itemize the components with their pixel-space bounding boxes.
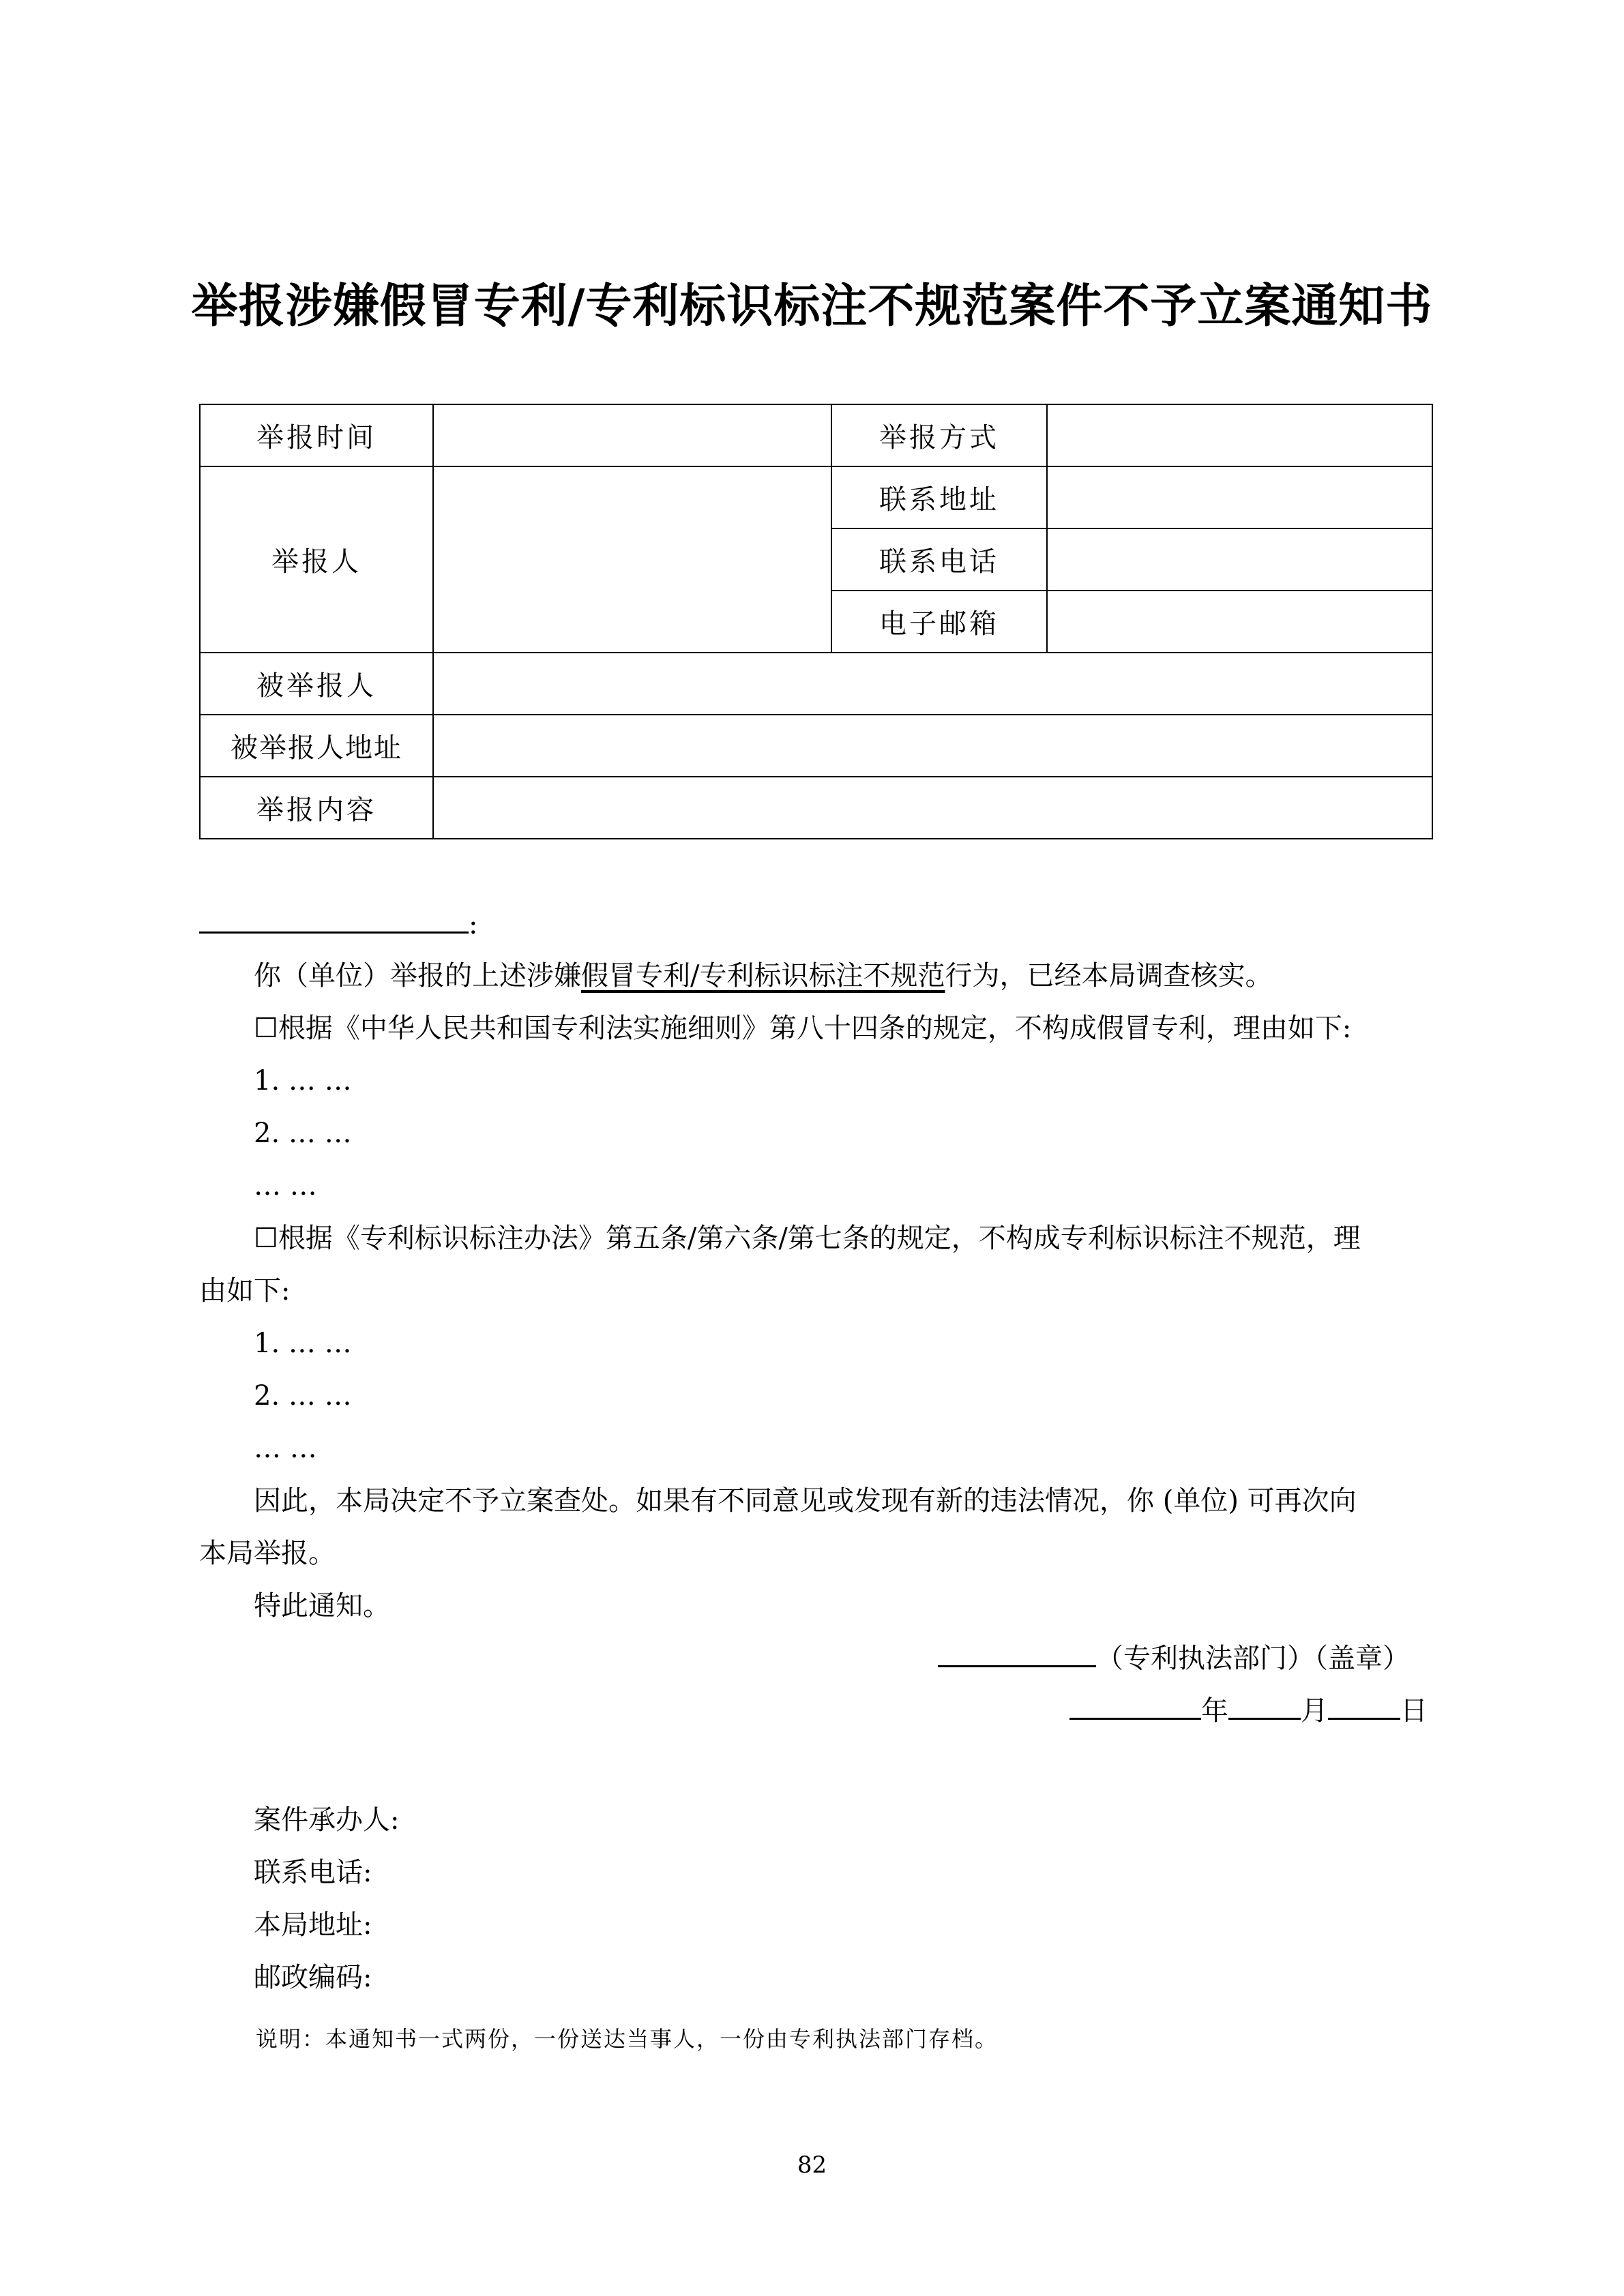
label-contact-phone: 联系电话	[831, 528, 1047, 591]
field-report-time[interactable]	[433, 404, 831, 466]
decision-paragraph-cont: 本局举报。	[199, 1538, 336, 1569]
report-info-table	[199, 404, 1433, 839]
salutation-line: :	[199, 899, 477, 951]
label-reported-party: 被举报人	[200, 653, 433, 715]
label-contact-address: 联系地址	[831, 466, 1047, 528]
label-report-time: 举报时间	[200, 404, 433, 466]
field-report-method[interactable]	[1047, 404, 1432, 466]
field-reported-party[interactable]	[433, 653, 1432, 715]
label-email: 电子邮箱	[831, 591, 1047, 653]
month-blank[interactable]	[1228, 1690, 1301, 1720]
label-report-method: 举报方式	[831, 404, 1047, 466]
reason-item-2: 2. … …	[254, 1118, 352, 1149]
day-blank[interactable]	[1328, 1690, 1400, 1720]
field-email[interactable]	[1047, 591, 1432, 653]
year-blank[interactable]	[1069, 1690, 1201, 1720]
checkbox-marking-rules[interactable]: ☐根据《专利标识标注办法》第五条/第六条/第七条的规定，不构成专利标识标注不规范，理	[254, 1223, 1361, 1254]
paragraph-verified: 你（单位）举报的上述涉嫌假冒专利/专利标识标注不规范行为，已经本局调查核实。	[254, 960, 1273, 992]
label-reporter: 举报人	[200, 466, 433, 653]
label-report-content: 举报内容	[200, 777, 433, 839]
notice-closing: 特此通知。	[254, 1590, 390, 1622]
reason-ellipsis-2: … …	[254, 1433, 317, 1464]
reason-item-3: 1. … …	[254, 1328, 352, 1359]
checkbox-marking-rules-cont: 由如下:	[199, 1275, 291, 1307]
field-report-content[interactable]	[433, 777, 1432, 839]
office-address: 本局地址:	[254, 1909, 372, 1941]
reason-item-1: 1. … …	[254, 1065, 352, 1097]
field-reported-address[interactable]	[433, 715, 1432, 777]
addressee-blank[interactable]	[199, 904, 469, 934]
field-reporter[interactable]	[433, 466, 831, 653]
violation-type: 假冒专利/专利标识标注不规范	[581, 960, 945, 992]
reason-item-4: 2. … …	[254, 1380, 352, 1412]
case-handler: 案件承办人:	[254, 1804, 400, 1836]
label-reported-address: 被举报人地址	[200, 715, 433, 777]
page-number: 82	[797, 2151, 827, 2179]
decision-paragraph: 因此，本局决定不予立案查处。如果有不同意见或发现有新的违法情况，你 (单位) 可再次向	[254, 1485, 1357, 1517]
reason-ellipsis: … …	[254, 1170, 317, 1202]
checkbox-clause-84[interactable]: ☐根据《中华人民共和国专利法实施细则》第八十四条的规定，不构成假冒专利，理由如下:	[254, 1013, 1352, 1044]
department-blank[interactable]	[938, 1638, 1096, 1667]
field-contact-phone[interactable]	[1047, 528, 1432, 591]
contact-phone: 联系电话:	[254, 1857, 372, 1888]
department-seal-line: （专利执法部门）（盖章）	[938, 1632, 1410, 1685]
document-title: 举报涉嫌假冒专利/专利标识标注不规范案件不予立案通知书	[191, 280, 1433, 333]
date-line: 年 月 日	[1069, 1685, 1428, 1738]
field-contact-address[interactable]	[1047, 466, 1432, 528]
footnote: 说明：本通知书一式两份，一份送达当事人，一份由专利执法部门存档。	[256, 2026, 999, 2052]
postal-code: 邮政编码:	[254, 1962, 372, 1993]
